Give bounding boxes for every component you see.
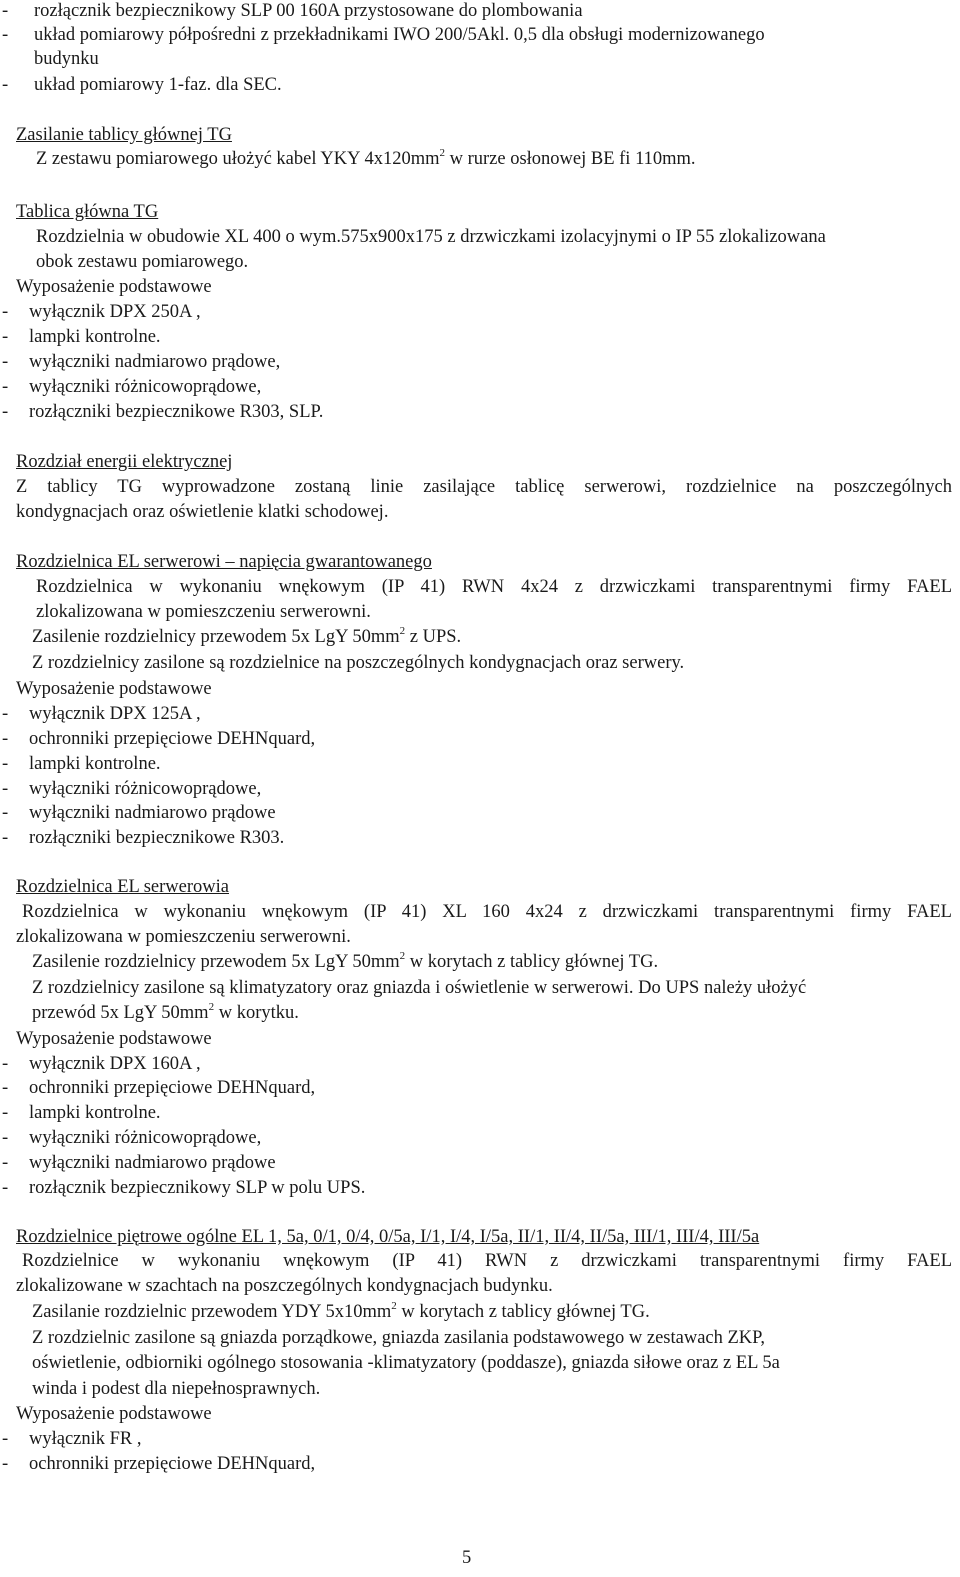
equipment-label: Wyposażenie podstawowe xyxy=(16,679,212,699)
paragraph-line: zlokalizowane w szachtach na poszczególnych kondygnacjach budynku. xyxy=(16,1276,553,1296)
superscript: 2 xyxy=(208,1001,215,1013)
list-item-continuation: budynku xyxy=(34,49,99,69)
superscript: 2 xyxy=(399,625,406,637)
superscript: 2 xyxy=(391,1300,397,1312)
paragraph-line: Zasilenie rozdzielnicy przewodem 5x LgY $50mm^2$ w korytach z tablicy głównej TG. xyxy=(32,950,659,972)
equipment-label: Wyposażenie podstawowe xyxy=(16,277,212,297)
paragraph-line: zlokalizowana w pomieszczeniu serwerowni. xyxy=(36,602,371,622)
paragraph-line: kondygnacjach oraz oświetlenie klatki schodowej. xyxy=(16,502,389,522)
paragraph-line: Z rozdzielnic zasilone są gniazda porządkowe, gniazda zasilania podstawowego w zestawach ZKP, xyxy=(32,1328,766,1348)
paragraph-line: obok zestawu pomiarowego. xyxy=(36,252,249,272)
paragraph-line: Rozdzielnica w wykonaniu wnękowym (IP 41) XL 160 4x24 z drzwiczkami transparentnymi firmy FAEL xyxy=(22,902,952,922)
paragraph-line: Rozdzielnica w wykonaniu wnękowym (IP 41) RWN 4x24 z drzwiczkami transparentnymi firmy FAEL xyxy=(36,577,952,597)
paragraph-line: Rozdzielnice w wykonaniu wnękowym (IP 41) RWN z drzwiczkami transparentnymi firmy FAEL xyxy=(22,1251,952,1271)
superscript: 2 xyxy=(439,147,445,159)
section-heading: Rozdzielnica EL serwerowi – napięcia gwarantowanego xyxy=(16,552,432,572)
page-number: 5 xyxy=(462,1548,472,1568)
equipment-label: Wyposażenie podstawowe xyxy=(16,1029,212,1049)
paragraph-line: oświetlenie, odbiorniki ogólnego stosowania -klimatyzatory (poddasze), gniazda siłowe oraz z EL 5a xyxy=(32,1353,780,1373)
section-heading: Rozdzielnica EL serwerowia xyxy=(16,877,229,897)
section-heading: Rozdział energii elektrycznej xyxy=(16,452,233,472)
paragraph-line: winda i podest dla niepełnosprawnych. xyxy=(32,1379,321,1399)
equipment-label: Wyposażenie podstawowe xyxy=(16,1404,212,1424)
paragraph-line: Z rozdzielnicy zasilone są rozdzielnice na poszczególnych kondygnacjach oraz serwery. xyxy=(32,653,685,673)
paragraph-line: Z tablicy TG wyprowadzone zostaną linie zasilające tablicę serwerowi, rozdzielnice na poszczególnych xyxy=(16,477,952,497)
section-heading: Tablica główna TG xyxy=(16,202,159,222)
superscript: 2 xyxy=(399,950,406,962)
paragraph-line: przewód 5x LgY $50mm^2$ w korytku. xyxy=(32,1001,299,1023)
paragraph-line: Rozdzielnia w obudowie XL 400 o wym.575x900x175 z drzwiczkami izolacyjnymi o IP 55 zlokalizowana xyxy=(36,227,826,247)
paragraph-line: Zasilanie rozdzielnic przewodem YDY $5x10mm^2$ w korytach z tablicy głównej TG. xyxy=(32,1300,650,1322)
section-heading: Rozdzielnice piętrowe ogólne EL 1, 5a, 0/1, 0/4, 0/5a, I/1, I/4, I/5a, II/1, II/4, II/5a, III/1, III/4, III/5a xyxy=(16,1227,760,1247)
paragraph-line: zlokalizowana w pomieszczeniu serwerowni. xyxy=(16,927,351,947)
section-heading: Zasilanie tablicy głównej TG xyxy=(16,125,232,145)
paragraph-line: Zasilenie rozdzielnicy przewodem 5x LgY $50mm^2$ z UPS. xyxy=(32,625,462,647)
paragraph-line: Z zestawu pomiarowego ułożyć kabel YKY $4x120mm^2$ w rurze osłonowej BE fi 110mm. xyxy=(36,147,696,169)
paragraph-line: Z rozdzielnicy zasilone są klimatyzatory oraz gniazda i oświetlenie w serwerowi. Do UPS należy ułożyć xyxy=(32,978,807,998)
